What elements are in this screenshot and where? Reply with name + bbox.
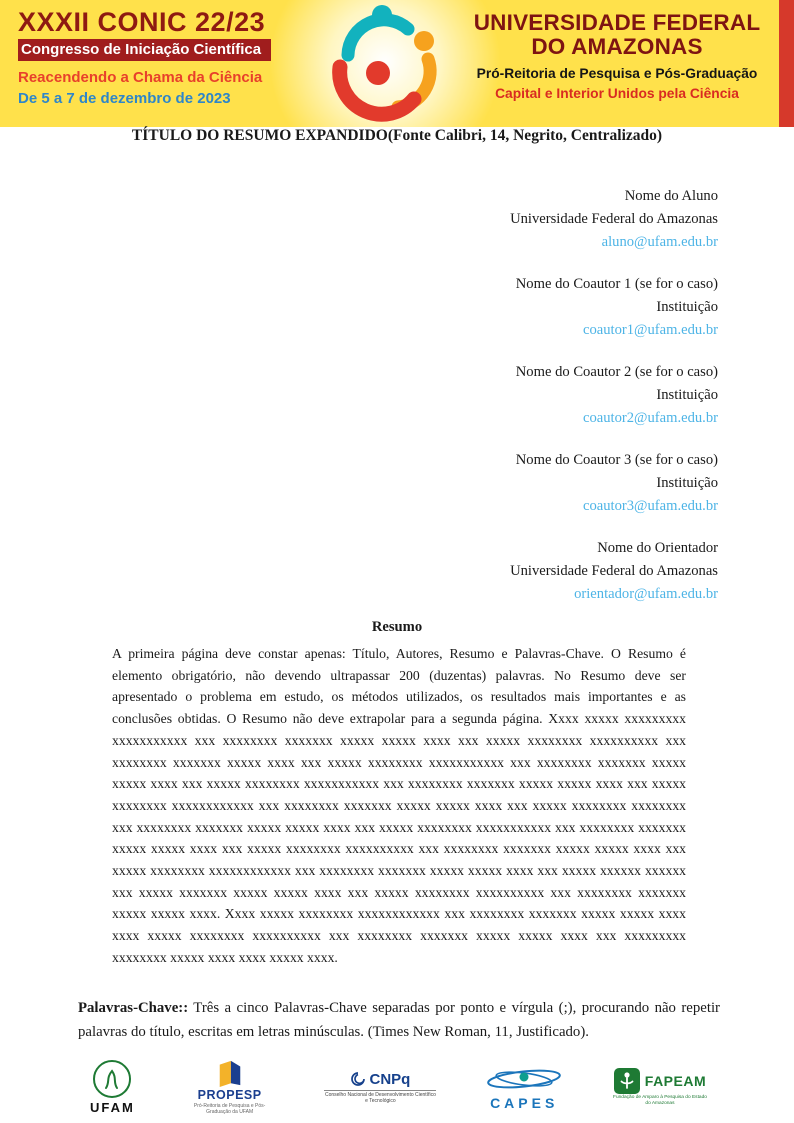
conic-people-logo-icon <box>326 3 438 128</box>
author-name: Nome do Aluno <box>624 188 718 204</box>
document-content <box>0 127 794 1044</box>
keywords-paragraph <box>78 996 720 1044</box>
author-name: Nome do Orientador <box>597 540 718 556</box>
capes-orbit-icon <box>485 1064 563 1094</box>
university-name-line1: UNIVERSIDADE FEDERAL <box>473 10 761 35</box>
author-name: Nome do Coautor 3 (se for o caso) <box>515 452 718 468</box>
author-email-link[interactable]: coautor2@ufam.edu.br <box>582 410 718 426</box>
author-email-link[interactable]: aluno@ufam.edu.br <box>601 234 718 250</box>
ufam-logo <box>90 1060 135 1115</box>
author-name: Nome do Coautor 1 (se for o caso) <box>515 276 718 292</box>
author-affiliation: Universidade Federal do Amazonas <box>510 563 718 579</box>
propesp-label: PROPESP <box>197 1088 262 1102</box>
header-motto: Capital e Interior Unidos pela Ciência <box>495 86 739 101</box>
author-student <box>0 185 718 254</box>
authors-block <box>0 185 718 606</box>
fapeam-logo <box>612 1068 708 1106</box>
cnpq-logo <box>324 1071 436 1104</box>
keywords-label: Palavras-Chave:: <box>78 999 189 1016</box>
cnpq-label: CNPq <box>369 1070 411 1088</box>
capes-logo <box>485 1064 563 1111</box>
abstract-paragraph: A primeira página deve constar apenas: Título, Autores, Resumo e Palavras-Chave. O Resumo é elemento obrigatório, não devendo ultrapassar 200 (duzentas) palavras. No Resumo deve ser apresentado o problema em estudo, os métodos utilizados, os resultados mais importantes e as conclusões obtidas. O Resumo não deve extrapolar para a segunda página. Xxxx xxxxx xxxxxxxxx xxxxxxxxxxx xxx xxxxxxxx xxxxxxx xxxxx xxxxx xxxx xxx xxxxx xxxxxxxx xxxxxxxxxx xxx xxxxxxxx xxxxxxx xxxxx xxxx xxx xxxxx xxxxxxxx xxxxxxxxxxx xxx xxxxxxxx xxxxxxx xxxxx xxxxx xxxx xxx xxxxx xxxxxxxx xxxxxxxxxxx xxx xxxxxxxx xxxxxxx xxxxx xxxxx xxxx xxx xxxxx xxxxxxxx xxxxxxxxxxxx xxx xxxxxxxx xxxxxxx xxxxx xxxxx xxxx xxx xxxxx xxxxxxxx xxxxxxxx xxx xxxxxxxx xxxxxxx xxxxx xxxxx xxxx xxx xxxxx xxxxxxxx xxxxxxxxxxx xxx xxxxxxxx xxxxxxx xxxxx xxxxx xxxx xxx xxxxx xxxxxxxx xxxxxxxxxx xxx xxxxxxxx xxxxxxx xxxxx xxxxx xxxx xxx xxxxx xxxxxxxx xxxxxxxxxxxx xxx xxxxxxxx xxxxxxx xxxxx xxxxx xxxx xxx xxxxx xxxxxx xxxxxx xxx xxxxx xxxxxxx xxxxx xxxxx xxxx xxx xxxxx xxxxxxxx xxxxxxxxxx xxx xxxxxxxx xxxxxxx xxxxx xxxxx xxxx. Xxxx xxxxx xxxxxxxx xxxxxxxxxxxx xxx xxxxxxxx xxxxxxx xxxxx xxxxx xxxx xxxx xxxxx xxxxxxxx xxxxxxxxxx xxx xxxxxxxx xxxxxxx xxxxx xxxxx xxxx xxx xxxxxxxxx xxxxxxxx xxxxx xxxx xxxx xxxxx xxxx. <box>112 646 686 965</box>
author-email-link[interactable]: coautor1@ufam.edu.br <box>582 322 718 338</box>
author-coauthor-2 <box>0 361 718 430</box>
header-right-block <box>468 11 766 101</box>
conic-subtitle-banner: Congresso de Iniciação Científica <box>18 39 271 61</box>
propesp-book-icon <box>215 1059 245 1087</box>
university-name <box>468 11 766 59</box>
tagline-flame: Reacendendo a Chama da Ciência <box>18 69 263 86</box>
fapeam-emblem-icon <box>614 1068 640 1094</box>
author-affiliation: Universidade Federal do Amazonas <box>510 211 718 227</box>
cnpq-wordmark <box>350 1071 410 1088</box>
fapeam-label: FAPEAM <box>644 1072 707 1089</box>
author-affiliation: Instituição <box>656 475 718 491</box>
author-email-link[interactable]: orientador@ufam.edu.br <box>574 586 718 602</box>
cnpq-tagline: Conselho Nacional de Desenvolvimento Científico e Tecnológico <box>324 1091 436 1104</box>
conference-header <box>0 0 794 127</box>
author-affiliation: Instituição <box>656 387 718 403</box>
university-name-line2: DO AMAZONAS <box>531 34 703 59</box>
sponsor-logos-footer <box>0 1059 794 1115</box>
author-email-link[interactable]: coautor3@ufam.edu.br <box>582 498 718 514</box>
author-name: Nome do Coautor 2 (se for o caso) <box>515 364 718 380</box>
fapeam-wordmark <box>614 1068 706 1094</box>
author-coauthor-1 <box>0 273 718 342</box>
document-title: TÍTULO DO RESUMO EXPANDIDO(Fonte Calibri, 14, Negrito, Centralizado) <box>131 127 663 144</box>
ufam-emblem-icon <box>93 1060 131 1098</box>
abstract-heading: Resumo <box>371 619 423 635</box>
cnpq-swirl-icon <box>350 1071 366 1087</box>
prorectory-name: Pró-Reitoria de Pesquisa e Pós-Graduação <box>476 66 758 81</box>
propesp-logo <box>184 1059 276 1115</box>
capes-label: CAPES <box>490 1094 559 1111</box>
header-left-block <box>18 8 271 107</box>
conic-title: XXXII CONIC 22/23 <box>18 7 266 37</box>
author-affiliation: Instituição <box>656 299 718 315</box>
ufam-label: UFAM <box>90 1099 135 1115</box>
tagline-date: De 5 a 7 de dezembro de 2023 <box>18 90 231 107</box>
propesp-tagline: Pró-Reitoria de Pesquisa e Pós-Graduação da UFAM <box>193 1103 266 1115</box>
author-advisor <box>0 537 718 606</box>
header-red-stripe <box>779 0 794 127</box>
author-coauthor-3 <box>0 449 718 518</box>
fapeam-tagline: Fundação de Amparo à Pesquisa do Estado do Amazonas <box>613 1094 707 1106</box>
keywords-text: Três a cinco Palavras-Chave separadas por ponto e vírgula (;), procurando não repetir palavras do título, escritas em letras minúsculas. (Times New Roman, 11, Justificado). <box>78 999 720 1040</box>
